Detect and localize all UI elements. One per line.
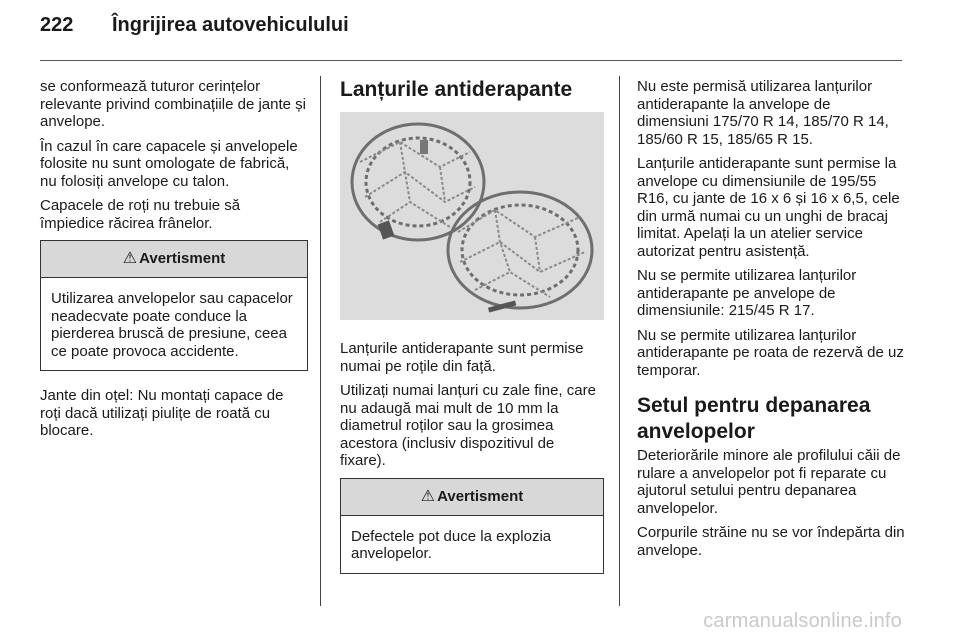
paragraph: Lanțurile antiderapante sunt permise la anvelope cu dimensiunile de 195/55 R16, cu jante de 16 x 6 și 16 x 6,5, cele din urmă numai cu un unghi de bracaj limitat. Apelați la un atelier service autorizat pentru asistență. <box>637 155 900 260</box>
paragraph: Jante din oțel: Nu montați capace de roți dacă utilizați piulițe de roată cu blocare. <box>40 387 284 439</box>
warning-triangle-icon: ⚠ <box>420 487 436 505</box>
warning-title: Avertisment <box>139 250 226 267</box>
column-divider-2 <box>619 76 620 606</box>
column-3 <box>637 78 905 566</box>
section-heading-snow-chains: Lanțurile antiderapante <box>340 78 573 101</box>
warning-text: Defectele pot duce la explozia anvelopelor. <box>351 527 552 562</box>
paragraph: Corpurile străine nu se vor îndepărta din anvelope. <box>637 524 905 559</box>
warning-triangle-icon: ⚠ <box>122 250 138 267</box>
column-1 <box>40 78 308 447</box>
page-number: 222 <box>40 14 74 36</box>
paragraph: Utilizați numai lanțuri cu zale fine, care nu adaugă mai mult de 10 mm la diametrul roților sau la grosimea acestora (inclusiv dispozitivul de fixare). <box>340 382 596 469</box>
snow-chains-illustration <box>340 112 604 320</box>
column-2 <box>340 78 604 590</box>
chapter-title: Îngrijirea autovehiculului <box>112 14 349 36</box>
warning-box <box>40 240 308 371</box>
warning-text: Utilizarea anvelopelor sau capacelor neadecvate poate conduce la pierderea bruscă de presiune, ceea ce poate provoca accidente. <box>51 290 293 360</box>
warning-box <box>340 478 604 574</box>
paragraph: se conformează tuturor cerințelor relevante privind combinațiile de jante și anvelope. <box>40 78 306 130</box>
warning-title: Avertisment <box>437 487 524 505</box>
warning-header <box>341 479 603 516</box>
watermark: carmanualsonline.info <box>703 610 902 632</box>
paragraph: Nu se permite utilizarea lanțurilor antiderapante pe roata de rezervă de uz temporar. <box>637 326 904 379</box>
header-divider <box>40 60 902 61</box>
paragraph: Nu se permite utilizarea lanțurilor antiderapante pe anvelope de dimensiunile: 215/45 R 17. <box>637 267 857 319</box>
paragraph: Lanțurile antiderapante sunt permise numai pe roțile din față. <box>340 340 584 375</box>
warning-header <box>41 241 307 278</box>
column-divider-1 <box>320 76 321 606</box>
page-header <box>40 14 349 37</box>
paragraph: În cazul în care capacele și anvelopele folosite nu sunt omologate de fabrică, nu folosiți anvelope cu talon. <box>40 137 298 190</box>
paragraph: Deteriorările minore ale profilului căii de rulare a anvelopelor pot fi reparate cu ajutorul setului pentru depanarea anvelopelor. <box>637 447 901 517</box>
paragraph: Nu este permisă utilizarea lanțurilor antiderapante la anvelope de dimensiuni 175/70 R 14, 185/70 R 14, 185/60 R 15, 185/65 R 15. <box>637 78 889 148</box>
paragraph: Capacele de roți nu trebuie să împiedice răcirea frânelor. <box>40 197 241 232</box>
section-heading-tyre-repair-kit: Setul pentru depanarea anvelopelor <box>637 394 871 443</box>
